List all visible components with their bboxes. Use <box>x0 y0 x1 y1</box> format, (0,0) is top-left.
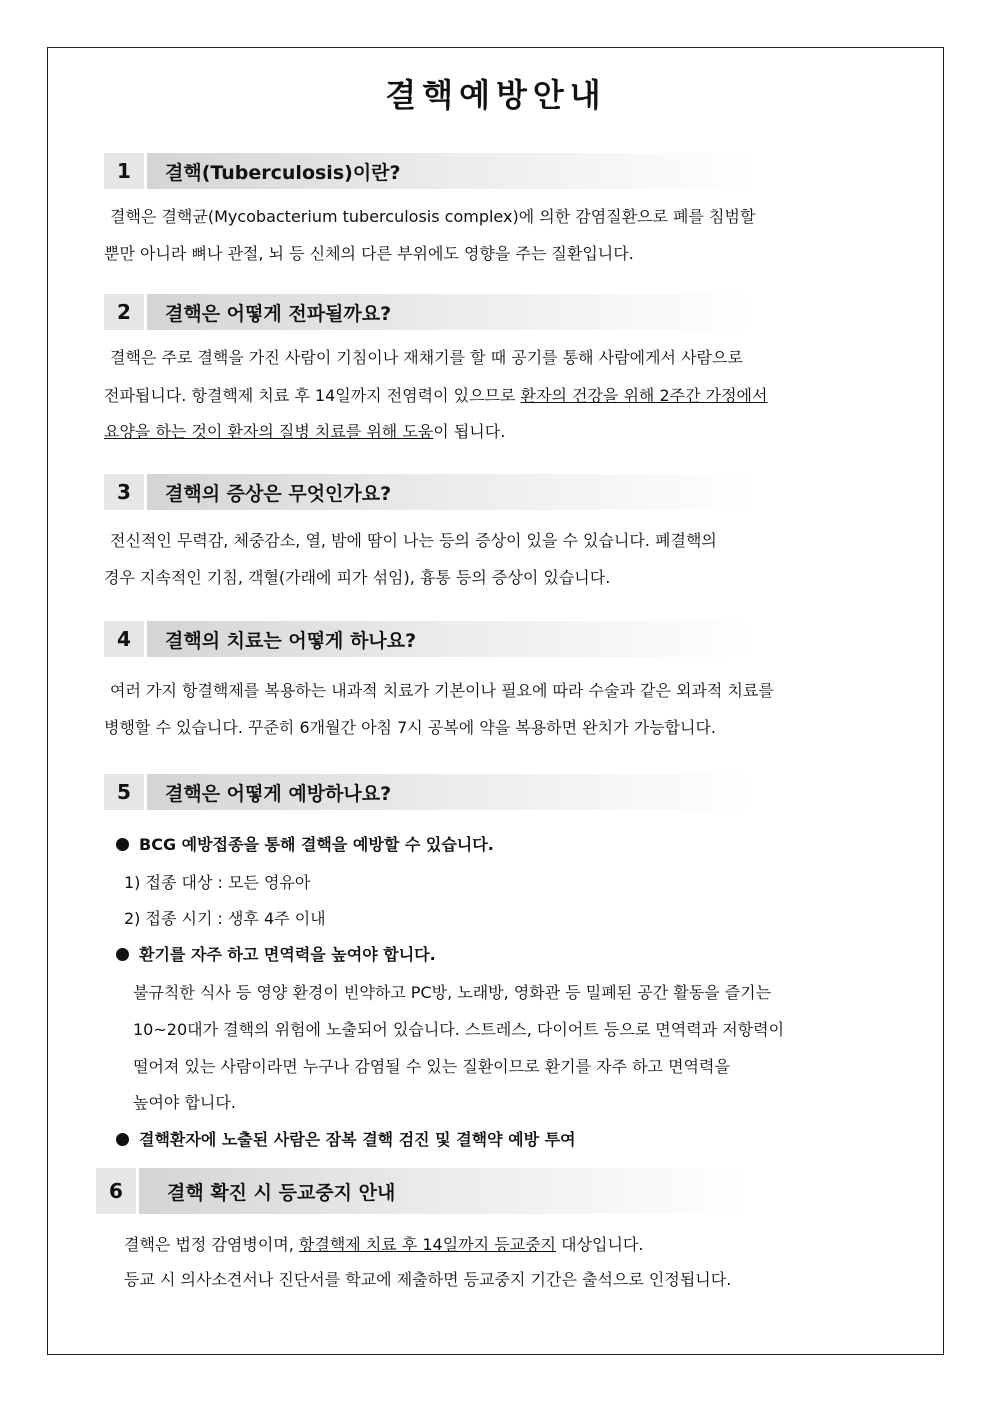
text: 대상입니다. <box>556 1235 644 1254</box>
bullet-item <box>116 836 494 854</box>
section-number: 2 <box>104 294 144 330</box>
section-number: 6 <box>96 1168 136 1214</box>
section-2-line-1: 결핵은 주로 결핵을 가진 사람이 기침이나 재채기를 할 때 공기를 통해 사람에게서 사람으로 <box>110 348 743 367</box>
paragraph-line: 불규칙한 식사 등 영양 환경이 빈약하고 PC방, 노래방, 영화관 등 밀폐된 공간 활동을 즐기는 <box>133 983 772 1002</box>
section-number: 3 <box>104 474 144 510</box>
section-heading: 결핵 확진 시 등교중지 안내 <box>139 1168 746 1214</box>
bullet-text: 환기를 자주 하고 면역력을 높여야 합니다. <box>139 945 436 964</box>
section-4-line-1: 여러 가지 항결핵제를 복용하는 내과적 치료가 기본이나 필요에 따라 수술과 같은 외과적 치료를 <box>110 681 774 700</box>
section-number: 1 <box>104 153 144 189</box>
section-heading: 결핵(Tuberculosis)이란? <box>147 153 754 189</box>
bullet-item <box>116 946 436 964</box>
list-item: 2) 접종 시기 : 생후 4주 이내 <box>124 909 326 928</box>
section-heading: 결핵은 어떻게 전파될까요? <box>147 294 754 330</box>
section-heading: 결핵의 치료는 어떻게 하나요? <box>147 621 754 657</box>
section-3-line-1: 전신적인 무력감, 체중감소, 열, 밤에 땀이 나는 등의 증상이 있을 수 있습니다. 폐결핵의 <box>110 531 717 550</box>
bullet-icon <box>116 838 129 851</box>
paragraph-line: 떨어져 있는 사람이라면 누구나 감염될 수 있는 질환이므로 환기를 자주 하고 면역력을 <box>133 1057 730 1076</box>
section-4-line-2: 병행할 수 있습니다. 꾸준히 6개월간 아침 7시 공복에 약을 복용하면 완치가 가능합니다. <box>104 718 716 737</box>
paragraph-line: 높여야 합니다. <box>133 1093 236 1112</box>
section-2-header <box>104 294 754 330</box>
section-number: 4 <box>104 621 144 657</box>
page-title: 결핵예방안내 <box>385 76 607 114</box>
text: 전파됩니다. 항결핵제 치료 후 14일까지 전염력이 있으므로 <box>104 386 521 405</box>
section-heading: 결핵의 증상은 무엇인가요? <box>147 474 754 510</box>
section-6-line-2: 등교 시 의사소견서나 진단서를 학교에 제출하면 등교중지 기간은 출석으로 인정됩니다. <box>124 1270 732 1289</box>
section-4-header <box>104 621 754 657</box>
section-5-header <box>104 774 754 810</box>
bullet-text: BCG 예방접종을 통해 결핵을 예방할 수 있습니다. <box>139 835 494 854</box>
section-1-line-2: 뿐만 아니라 뼈나 관절, 뇌 등 신체의 다른 부위에도 영향을 주는 질환입니다. <box>104 244 634 263</box>
underlined-text: 항결핵제 치료 후 14일까지 등교중지 <box>298 1235 556 1254</box>
section-number: 5 <box>104 774 144 810</box>
bullet-text: 결핵환자에 노출된 사람은 잠복 결핵 검진 및 결핵약 예방 투여 <box>139 1130 576 1149</box>
section-1-line-1: 결핵은 결핵균(Mycobacterium tuberculosis complex)에 의한 감염질환으로 폐를 침범할 <box>110 207 756 226</box>
bullet-icon <box>116 948 129 961</box>
bullet-item <box>116 1131 576 1149</box>
section-6-line-1 <box>124 1236 643 1254</box>
underlined-text: 요양을 하는 것이 환자의 질병 치료를 위해 도움 <box>104 422 434 441</box>
section-2-line-3 <box>104 423 505 441</box>
list-item: 1) 접종 대상 : 모든 영유아 <box>124 873 311 892</box>
text: 결핵은 법정 감염병이며, <box>124 1235 299 1254</box>
section-3-line-2: 경우 지속적인 기침, 객혈(가래에 피가 섞임), 흉통 등의 증상이 있습니다. <box>104 568 611 587</box>
text: 이 됩니다. <box>433 422 506 441</box>
section-1-header <box>104 153 754 189</box>
bullet-icon <box>116 1133 129 1146</box>
section-3-header <box>104 474 754 510</box>
paragraph-line: 10~20대가 결핵의 위험에 노출되어 있습니다. 스트레스, 다이어트 등으로 면역력과 저항력이 <box>133 1020 785 1039</box>
section-2-line-2 <box>104 387 767 405</box>
underlined-text: 환자의 건강을 위해 2주간 가정에서 <box>520 386 768 405</box>
section-6-header <box>96 1168 746 1214</box>
section-heading: 결핵은 어떻게 예방하나요? <box>147 774 754 810</box>
